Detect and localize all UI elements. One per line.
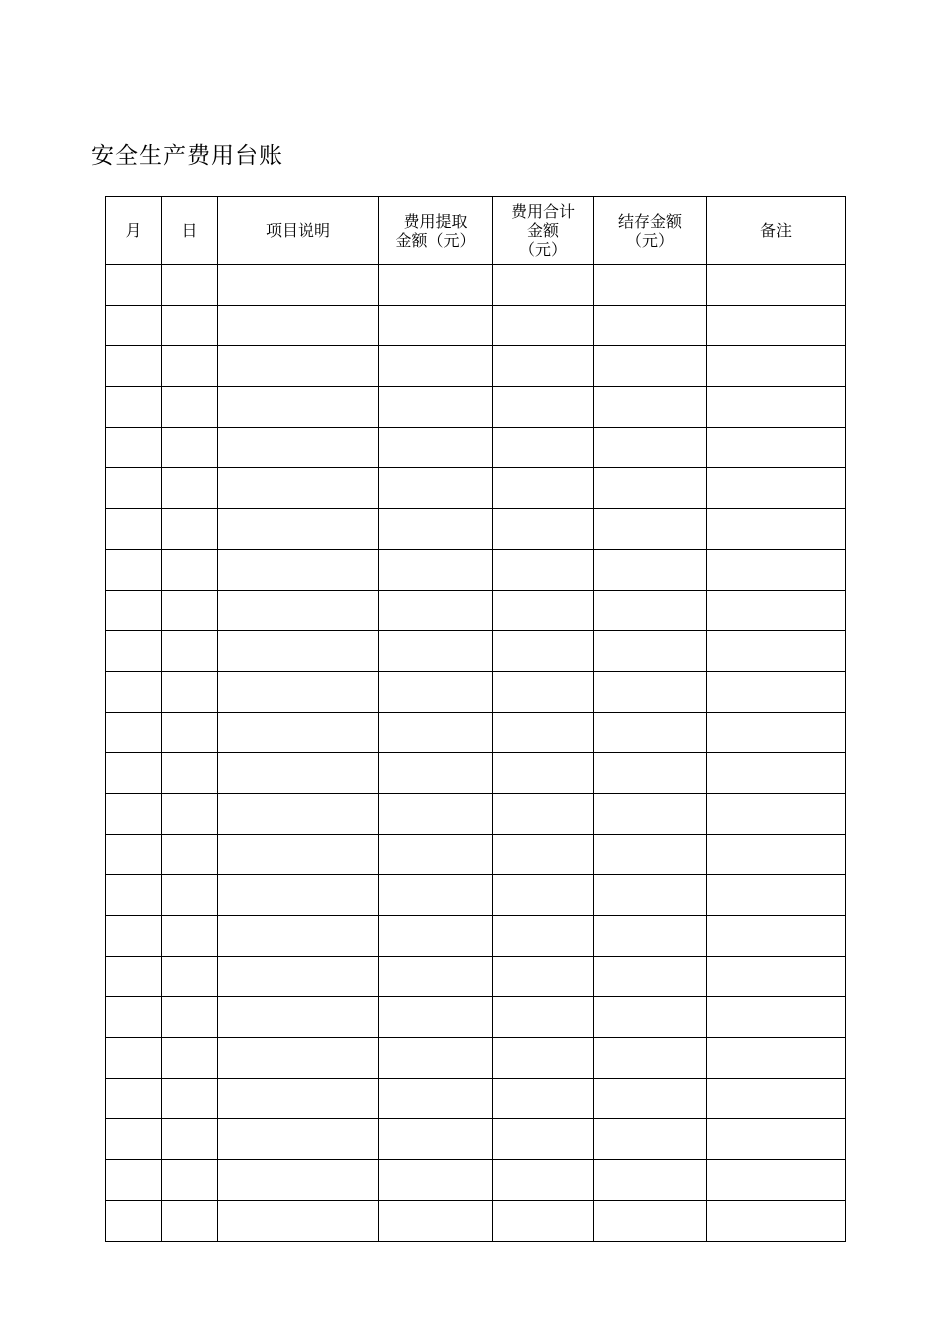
- table-cell-balance-amount[interactable]: [594, 549, 707, 590]
- table-cell-month[interactable]: [106, 346, 162, 387]
- table-cell-remarks[interactable]: [707, 1160, 846, 1201]
- table-cell-month[interactable]: [106, 265, 162, 306]
- table-row: [106, 671, 846, 712]
- table-cell-month[interactable]: [106, 712, 162, 753]
- table-cell-month[interactable]: [106, 631, 162, 672]
- table-cell-balance-amount[interactable]: [594, 671, 707, 712]
- table-cell-month[interactable]: [106, 916, 162, 957]
- table-cell-extracted-amount[interactable]: [379, 793, 493, 834]
- table-cell-item-description[interactable]: [218, 916, 379, 957]
- table-cell-item-description[interactable]: [218, 1038, 379, 1079]
- table-cell-item-description[interactable]: [218, 1078, 379, 1119]
- column-header-label: 日: [181, 221, 198, 240]
- table-cell-remarks[interactable]: [707, 712, 846, 753]
- table-cell-day[interactable]: [162, 305, 218, 346]
- table-row: [106, 793, 846, 834]
- table-row: [106, 753, 846, 794]
- table-row: [106, 590, 846, 631]
- table-cell-extracted-amount[interactable]: [379, 305, 493, 346]
- table-cell-month[interactable]: [106, 509, 162, 550]
- table-row: [106, 1160, 846, 1201]
- column-header-day: [162, 197, 218, 265]
- table-cell-item-description[interactable]: [218, 509, 379, 550]
- table-cell-extracted-amount[interactable]: [379, 509, 493, 550]
- table-cell-month[interactable]: [106, 1078, 162, 1119]
- column-header-label: 月: [125, 221, 142, 240]
- table-cell-balance-amount[interactable]: [594, 1200, 707, 1241]
- ledger-table: [105, 196, 846, 1242]
- table-cell-extracted-amount[interactable]: [379, 1119, 493, 1160]
- table-cell-total-amount[interactable]: [493, 834, 594, 875]
- table-cell-day[interactable]: [162, 265, 218, 306]
- table-cell-month[interactable]: [106, 793, 162, 834]
- table-row: [106, 509, 846, 550]
- table-cell-item-description[interactable]: [218, 631, 379, 672]
- table-cell-month[interactable]: [106, 590, 162, 631]
- table-cell-total-amount[interactable]: [493, 956, 594, 997]
- table-cell-day[interactable]: [162, 1200, 218, 1241]
- table-cell-remarks[interactable]: [707, 1200, 846, 1241]
- table-cell-item-description[interactable]: [218, 834, 379, 875]
- table-cell-balance-amount[interactable]: [594, 387, 707, 428]
- table-cell-balance-amount[interactable]: [594, 793, 707, 834]
- table-cell-extracted-amount[interactable]: [379, 427, 493, 468]
- column-header-month: [106, 197, 162, 265]
- table-cell-item-description[interactable]: [218, 305, 379, 346]
- table-row: [106, 956, 846, 997]
- table-cell-item-description[interactable]: [218, 346, 379, 387]
- table-cell-day[interactable]: [162, 1078, 218, 1119]
- table-cell-extracted-amount[interactable]: [379, 346, 493, 387]
- table-row: [106, 875, 846, 916]
- table-cell-remarks[interactable]: [707, 265, 846, 306]
- table-cell-day[interactable]: [162, 753, 218, 794]
- table-cell-extracted-amount[interactable]: [379, 875, 493, 916]
- table-cell-item-description[interactable]: [218, 1200, 379, 1241]
- column-header-balance-amount: [594, 197, 707, 265]
- table-cell-extracted-amount[interactable]: [379, 1078, 493, 1119]
- table-cell-item-description[interactable]: [218, 875, 379, 916]
- table-cell-day[interactable]: [162, 387, 218, 428]
- table-cell-total-amount[interactable]: [493, 549, 594, 590]
- table-cell-remarks[interactable]: [707, 427, 846, 468]
- table-cell-total-amount[interactable]: [493, 468, 594, 509]
- table-cell-balance-amount[interactable]: [594, 956, 707, 997]
- table-cell-month[interactable]: [106, 387, 162, 428]
- table-cell-item-description[interactable]: [218, 468, 379, 509]
- table-cell-item-description[interactable]: [218, 549, 379, 590]
- table-cell-item-description[interactable]: [218, 793, 379, 834]
- table-cell-extracted-amount[interactable]: [379, 671, 493, 712]
- table-cell-total-amount[interactable]: [493, 793, 594, 834]
- table-cell-remarks[interactable]: [707, 1119, 846, 1160]
- table-cell-balance-amount[interactable]: [594, 427, 707, 468]
- table-cell-total-amount[interactable]: [493, 712, 594, 753]
- table-cell-balance-amount[interactable]: [594, 916, 707, 957]
- column-header-remarks: [707, 197, 846, 265]
- table-cell-month[interactable]: [106, 1119, 162, 1160]
- table-cell-item-description[interactable]: [218, 671, 379, 712]
- table-row: [106, 1038, 846, 1079]
- table-cell-day[interactable]: [162, 509, 218, 550]
- table-cell-day[interactable]: [162, 346, 218, 387]
- table-cell-item-description[interactable]: [218, 712, 379, 753]
- table-cell-item-description[interactable]: [218, 265, 379, 306]
- table-cell-balance-amount[interactable]: [594, 875, 707, 916]
- table-row: [106, 712, 846, 753]
- table-cell-remarks[interactable]: [707, 956, 846, 997]
- table-cell-item-description[interactable]: [218, 427, 379, 468]
- table-cell-month[interactable]: [106, 305, 162, 346]
- table-cell-extracted-amount[interactable]: [379, 916, 493, 957]
- table-cell-item-description[interactable]: [218, 1119, 379, 1160]
- table-row: [106, 468, 846, 509]
- table-row: [106, 387, 846, 428]
- table-cell-month[interactable]: [106, 753, 162, 794]
- column-header-label: 结存金额 （元）: [617, 211, 682, 250]
- table-row: [106, 549, 846, 590]
- table-cell-remarks[interactable]: [707, 916, 846, 957]
- table-cell-balance-amount[interactable]: [594, 509, 707, 550]
- table-cell-remarks[interactable]: [707, 834, 846, 875]
- table-cell-day[interactable]: [162, 590, 218, 631]
- column-header-label: 费用合计 金额 （元）: [510, 202, 575, 259]
- table-cell-total-amount[interactable]: [493, 1160, 594, 1201]
- table-cell-total-amount[interactable]: [493, 1078, 594, 1119]
- table-cell-total-amount[interactable]: [493, 305, 594, 346]
- table-cell-month[interactable]: [106, 834, 162, 875]
- table-cell-item-description[interactable]: [218, 997, 379, 1038]
- table-cell-month[interactable]: [106, 427, 162, 468]
- table-cell-day[interactable]: [162, 1119, 218, 1160]
- table-cell-month[interactable]: [106, 549, 162, 590]
- table-row: [106, 427, 846, 468]
- table-cell-extracted-amount[interactable]: [379, 753, 493, 794]
- table-cell-extracted-amount[interactable]: [379, 387, 493, 428]
- table-cell-extracted-amount[interactable]: [379, 590, 493, 631]
- table-cell-day[interactable]: [162, 956, 218, 997]
- table-cell-remarks[interactable]: [707, 549, 846, 590]
- table-cell-balance-amount[interactable]: [594, 590, 707, 631]
- column-header-label: 备注: [759, 221, 792, 240]
- table-cell-day[interactable]: [162, 834, 218, 875]
- table-cell-total-amount[interactable]: [493, 753, 594, 794]
- table-cell-remarks[interactable]: [707, 387, 846, 428]
- table-cell-balance-amount[interactable]: [594, 305, 707, 346]
- table-header: [106, 197, 846, 265]
- table-cell-remarks[interactable]: [707, 1038, 846, 1079]
- table-cell-total-amount[interactable]: [493, 590, 594, 631]
- column-header-label: 项目说明: [265, 221, 330, 240]
- table-cell-balance-amount[interactable]: [594, 1160, 707, 1201]
- table-cell-total-amount[interactable]: [493, 671, 594, 712]
- table-cell-item-description[interactable]: [218, 590, 379, 631]
- table-cell-total-amount[interactable]: [493, 1038, 594, 1079]
- table-row: [106, 834, 846, 875]
- table-cell-month[interactable]: [106, 1160, 162, 1201]
- table-cell-extracted-amount[interactable]: [379, 1160, 493, 1201]
- table-row: [106, 916, 846, 957]
- table-cell-month[interactable]: [106, 671, 162, 712]
- table-cell-day[interactable]: [162, 631, 218, 672]
- table-row: [106, 631, 846, 672]
- table-cell-day[interactable]: [162, 468, 218, 509]
- table-cell-balance-amount[interactable]: [594, 265, 707, 306]
- table-cell-remarks[interactable]: [707, 509, 846, 550]
- table-cell-month[interactable]: [106, 997, 162, 1038]
- column-header-extracted-amount: [379, 197, 493, 265]
- table-cell-extracted-amount[interactable]: [379, 631, 493, 672]
- table-cell-total-amount[interactable]: [493, 427, 594, 468]
- table-cell-item-description[interactable]: [218, 956, 379, 997]
- table-cell-day[interactable]: [162, 875, 218, 916]
- table-cell-remarks[interactable]: [707, 346, 846, 387]
- table-cell-item-description[interactable]: [218, 753, 379, 794]
- table-row: [106, 997, 846, 1038]
- table-row: [106, 265, 846, 306]
- table-cell-total-amount[interactable]: [493, 346, 594, 387]
- table-cell-extracted-amount[interactable]: [379, 265, 493, 306]
- table-cell-balance-amount[interactable]: [594, 346, 707, 387]
- table-cell-day[interactable]: [162, 916, 218, 957]
- column-header-item-description: [218, 197, 379, 265]
- page-title: 安全生产费用台账: [91, 143, 283, 169]
- table-cell-remarks[interactable]: [707, 753, 846, 794]
- table-cell-extracted-amount[interactable]: [379, 1200, 493, 1241]
- table-cell-day[interactable]: [162, 671, 218, 712]
- table-cell-total-amount[interactable]: [493, 916, 594, 957]
- table-row: [106, 1078, 846, 1119]
- table-cell-remarks[interactable]: [707, 875, 846, 916]
- table-cell-item-description[interactable]: [218, 1160, 379, 1201]
- table-cell-month[interactable]: [106, 1200, 162, 1241]
- table-row: [106, 305, 846, 346]
- table-cell-balance-amount[interactable]: [594, 834, 707, 875]
- table-cell-balance-amount[interactable]: [594, 997, 707, 1038]
- table-cell-total-amount[interactable]: [493, 631, 594, 672]
- table-cell-total-amount[interactable]: [493, 509, 594, 550]
- table-cell-month[interactable]: [106, 875, 162, 916]
- table-cell-day[interactable]: [162, 793, 218, 834]
- table-cell-day[interactable]: [162, 997, 218, 1038]
- table-cell-extracted-amount[interactable]: [379, 549, 493, 590]
- column-header-total-amount: [493, 197, 594, 265]
- table-row: [106, 1200, 846, 1241]
- table-cell-day[interactable]: [162, 1038, 218, 1079]
- table-row: [106, 1119, 846, 1160]
- table-cell-day[interactable]: [162, 1160, 218, 1201]
- table-cell-remarks[interactable]: [707, 671, 846, 712]
- table-cell-remarks[interactable]: [707, 590, 846, 631]
- table-cell-total-amount[interactable]: [493, 875, 594, 916]
- table-cell-extracted-amount[interactable]: [379, 1038, 493, 1079]
- table-cell-remarks[interactable]: [707, 305, 846, 346]
- table-body: [106, 265, 846, 1242]
- table-cell-remarks[interactable]: [707, 793, 846, 834]
- table-cell-balance-amount[interactable]: [594, 468, 707, 509]
- table-cell-balance-amount[interactable]: [594, 1078, 707, 1119]
- table-cell-total-amount[interactable]: [493, 387, 594, 428]
- table-cell-total-amount[interactable]: [493, 1200, 594, 1241]
- table-cell-total-amount[interactable]: [493, 1119, 594, 1160]
- table-cell-balance-amount[interactable]: [594, 1119, 707, 1160]
- table-cell-total-amount[interactable]: [493, 265, 594, 306]
- table-cell-extracted-amount[interactable]: [379, 712, 493, 753]
- table-cell-remarks[interactable]: [707, 631, 846, 672]
- table-cell-balance-amount[interactable]: [594, 712, 707, 753]
- table-cell-day[interactable]: [162, 427, 218, 468]
- table-cell-extracted-amount[interactable]: [379, 468, 493, 509]
- table-cell-total-amount[interactable]: [493, 997, 594, 1038]
- table-cell-month[interactable]: [106, 468, 162, 509]
- table-row: [106, 346, 846, 387]
- table-cell-remarks[interactable]: [707, 468, 846, 509]
- table-cell-month[interactable]: [106, 1038, 162, 1079]
- table-cell-balance-amount[interactable]: [594, 631, 707, 672]
- table-cell-item-description[interactable]: [218, 387, 379, 428]
- table-cell-day[interactable]: [162, 712, 218, 753]
- table-cell-month[interactable]: [106, 956, 162, 997]
- table-cell-day[interactable]: [162, 549, 218, 590]
- table-cell-remarks[interactable]: [707, 997, 846, 1038]
- table-cell-extracted-amount[interactable]: [379, 956, 493, 997]
- table-cell-extracted-amount[interactable]: [379, 834, 493, 875]
- header-row: [106, 197, 846, 265]
- table-cell-balance-amount[interactable]: [594, 1038, 707, 1079]
- table-cell-extracted-amount[interactable]: [379, 997, 493, 1038]
- table-cell-remarks[interactable]: [707, 1078, 846, 1119]
- column-header-label: 费用提取 金额（元）: [395, 211, 476, 250]
- table-cell-balance-amount[interactable]: [594, 753, 707, 794]
